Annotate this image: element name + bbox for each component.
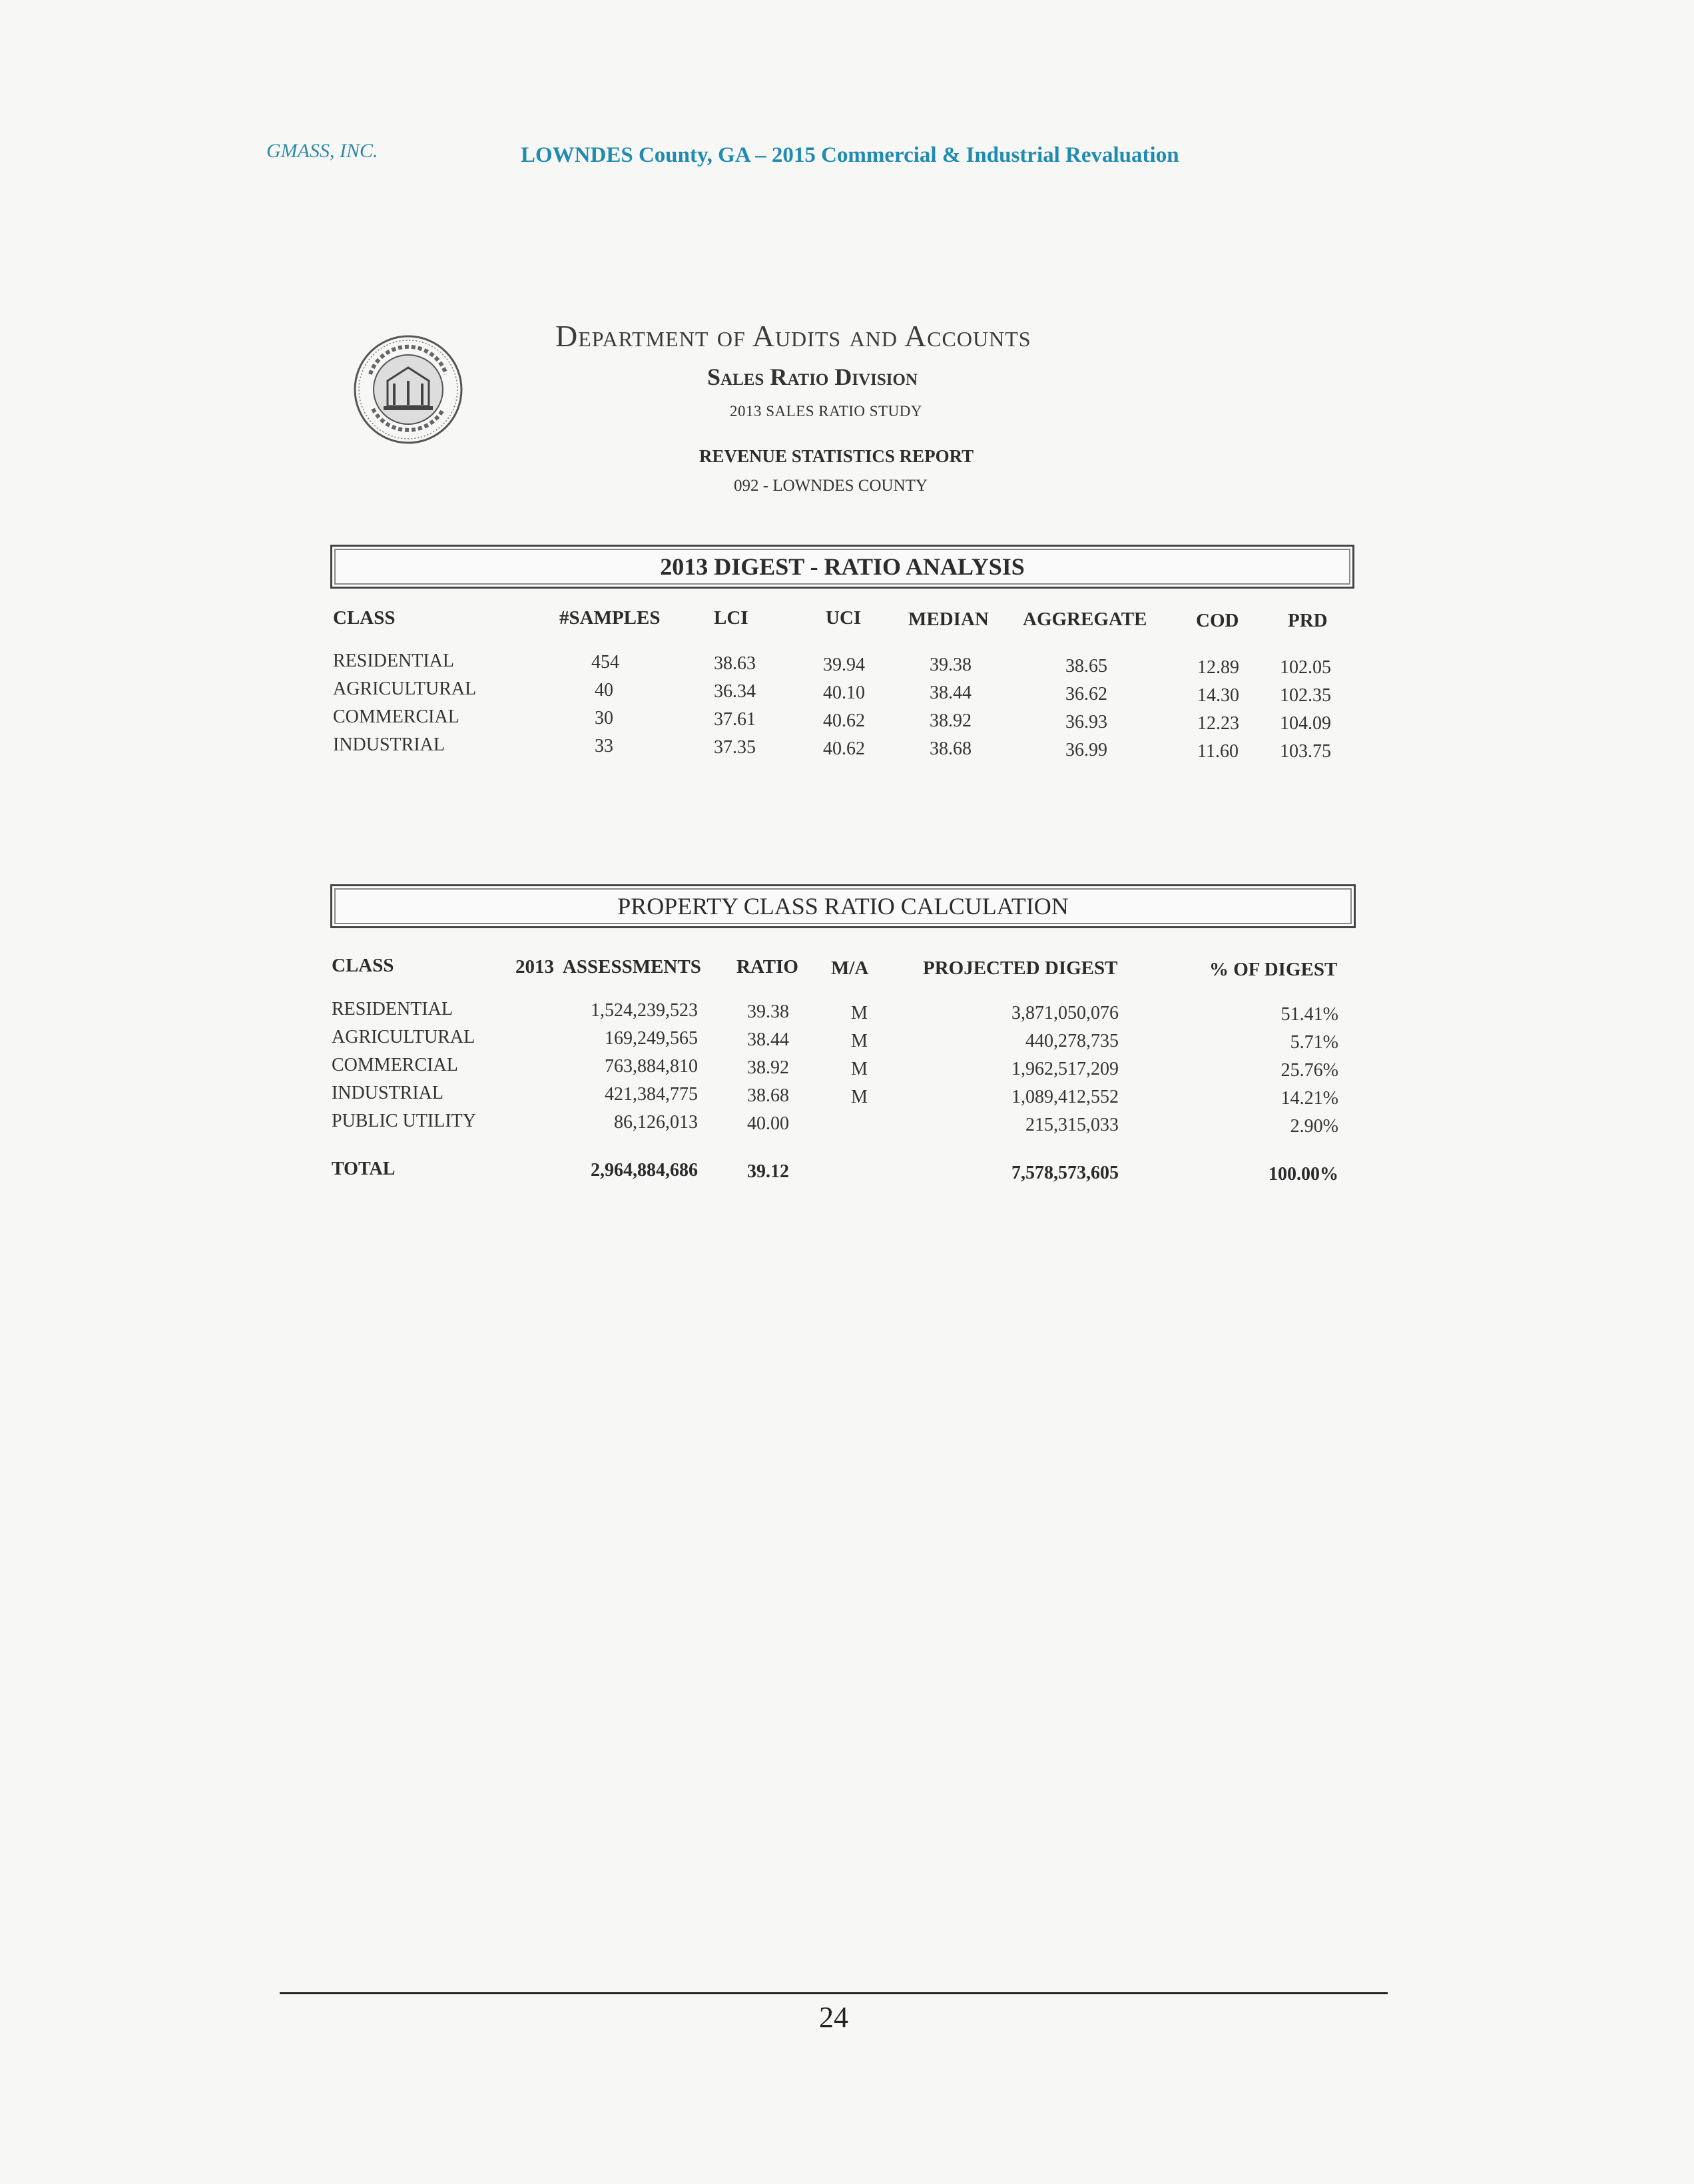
table-row-cell: 38.68	[747, 1085, 789, 1106]
table-row-cell: INDUSTRIAL	[332, 1083, 443, 1103]
table-row-cell: 37.35	[714, 737, 756, 758]
table-row-cell: 215,315,033	[1025, 1115, 1119, 1135]
table-row-cell: 40.10	[823, 682, 865, 703]
study-title: 2013 SALES RATIO STUDY	[730, 403, 922, 419]
table-row-cell: RESIDENTIAL	[333, 651, 454, 671]
table-row-cell: 38.92	[747, 1057, 789, 1078]
table-row-cell: 5.71%	[1290, 1032, 1338, 1053]
total-row-cell: 39.12	[747, 1161, 789, 1182]
table-row-cell: 36.93	[1065, 712, 1107, 732]
class-col-pct-digest: % OF DIGEST	[1209, 959, 1338, 980]
table-row-cell: AGRICULTURAL	[332, 1027, 475, 1047]
table-row-cell: 1,089,412,552	[1011, 1087, 1119, 1107]
table-row-cell: 38.44	[930, 682, 972, 703]
table-row-cell: 38.44	[747, 1029, 789, 1050]
class-ratio-title: PROPERTY CLASS RATIO CALCULATION	[330, 884, 1356, 928]
table-row-cell: RESIDENTIAL	[332, 999, 453, 1019]
division-title: Sales Ratio Division	[707, 364, 918, 390]
table-row-cell: 40.62	[823, 710, 865, 731]
table-row-cell: 51.41%	[1280, 1004, 1338, 1025]
table-row-cell: 40	[595, 680, 613, 700]
table-row-cell: 1,962,517,209	[1011, 1059, 1119, 1079]
table-row-cell: 39.38	[747, 1001, 789, 1022]
table-row-cell: 40.00	[747, 1113, 789, 1134]
table-row-cell: 36.62	[1065, 684, 1107, 704]
report-title: REVENUE STATISTICS REPORT	[699, 446, 974, 466]
header-title: LOWNDES County, GA – 2015 Commercial & Industrial Revaluation	[521, 143, 1179, 167]
table-row-cell: 169,249,565	[605, 1028, 698, 1049]
table-row-cell: 103.75	[1280, 741, 1331, 762]
table-row-cell: M	[851, 1087, 868, 1107]
class-col-ma: M/A	[831, 957, 869, 979]
table-row-cell: 38.65	[1065, 656, 1107, 677]
ratio-col-class: CLASS	[333, 607, 396, 629]
table-row-cell: 11.60	[1197, 741, 1239, 762]
table-row-cell: PUBLIC UTILITY	[332, 1111, 476, 1131]
table-row-cell: 763,884,810	[605, 1056, 698, 1077]
table-row-cell: 1,524,239,523	[591, 1000, 698, 1021]
table-row-cell: M	[851, 1003, 868, 1023]
table-row-cell: 12.23	[1197, 713, 1239, 734]
ratio-col-median: MEDIAN	[908, 609, 989, 630]
ratio-col-prd: PRD	[1288, 610, 1328, 631]
table-row-cell: 37.61	[714, 709, 756, 730]
table-row-cell: M	[851, 1059, 868, 1079]
table-row-cell: 30	[595, 708, 613, 728]
state-seal	[353, 334, 463, 445]
table-row-cell: 33	[595, 736, 613, 756]
table-row-cell: 39.38	[930, 655, 972, 675]
table-row-cell: COMMERCIAL	[333, 706, 459, 727]
ratio-col-lci: LCI	[714, 607, 748, 629]
table-row-cell: 440,278,735	[1025, 1031, 1119, 1051]
total-row-cell: TOTAL	[332, 1159, 396, 1179]
ratio-col-uci: UCI	[826, 607, 862, 629]
table-row-cell: 14.21%	[1280, 1088, 1338, 1109]
footer-divider	[280, 1992, 1388, 1994]
total-row-cell: 100.00%	[1269, 1164, 1338, 1185]
table-row-cell: 38.63	[714, 653, 756, 674]
table-row-cell: 36.99	[1065, 740, 1107, 760]
class-col-projected-digest: PROJECTED DIGEST	[923, 957, 1118, 979]
table-row-cell: 104.09	[1280, 713, 1331, 734]
table-row-cell: 38.68	[930, 738, 972, 759]
ratio-col-samples: #SAMPLES	[559, 607, 661, 629]
table-row-cell: M	[851, 1031, 868, 1051]
ratio-analysis-title: 2013 DIGEST - RATIO ANALYSIS	[330, 545, 1354, 589]
table-row-cell: 86,126,013	[614, 1112, 698, 1133]
table-row-cell: 454	[591, 652, 619, 673]
table-row-cell: 36.34	[714, 681, 756, 702]
class-col-class: CLASS	[332, 955, 394, 976]
table-row-cell: COMMERCIAL	[332, 1055, 458, 1075]
table-row-cell: 102.05	[1280, 657, 1331, 678]
table-row-cell: 25.76%	[1280, 1060, 1338, 1081]
header-company: GMASS, INC.	[266, 140, 378, 162]
table-row-cell: 102.35	[1280, 685, 1331, 706]
page-number: 24	[819, 2001, 848, 2034]
table-row-cell: 3,871,050,076	[1011, 1003, 1119, 1023]
table-row-cell: 38.92	[930, 710, 972, 731]
class-col-assessments: 2013 ASSESSMENTS	[515, 956, 701, 977]
table-row-cell: 14.30	[1197, 685, 1239, 706]
total-row-cell: 7,578,573,605	[1011, 1163, 1119, 1183]
table-row-cell: 2.90%	[1290, 1116, 1338, 1137]
table-row-cell: 39.94	[823, 655, 865, 675]
table-row-cell: 421,384,775	[605, 1084, 698, 1105]
total-row-cell: 2,964,884,686	[591, 1160, 698, 1181]
table-row-cell: AGRICULTURAL	[333, 679, 477, 699]
ratio-col-cod: COD	[1196, 610, 1239, 631]
ratio-col-aggregate: AGGREGATE	[1023, 609, 1147, 630]
department-title: Department of Audits and Accounts	[555, 319, 1031, 353]
table-row-cell: INDUSTRIAL	[333, 734, 445, 755]
table-row-cell: 40.62	[823, 738, 865, 759]
table-row-cell: 12.89	[1197, 657, 1239, 678]
county-title: 092 - LOWNDES COUNTY	[734, 477, 928, 495]
class-col-ratio: RATIO	[736, 956, 798, 977]
